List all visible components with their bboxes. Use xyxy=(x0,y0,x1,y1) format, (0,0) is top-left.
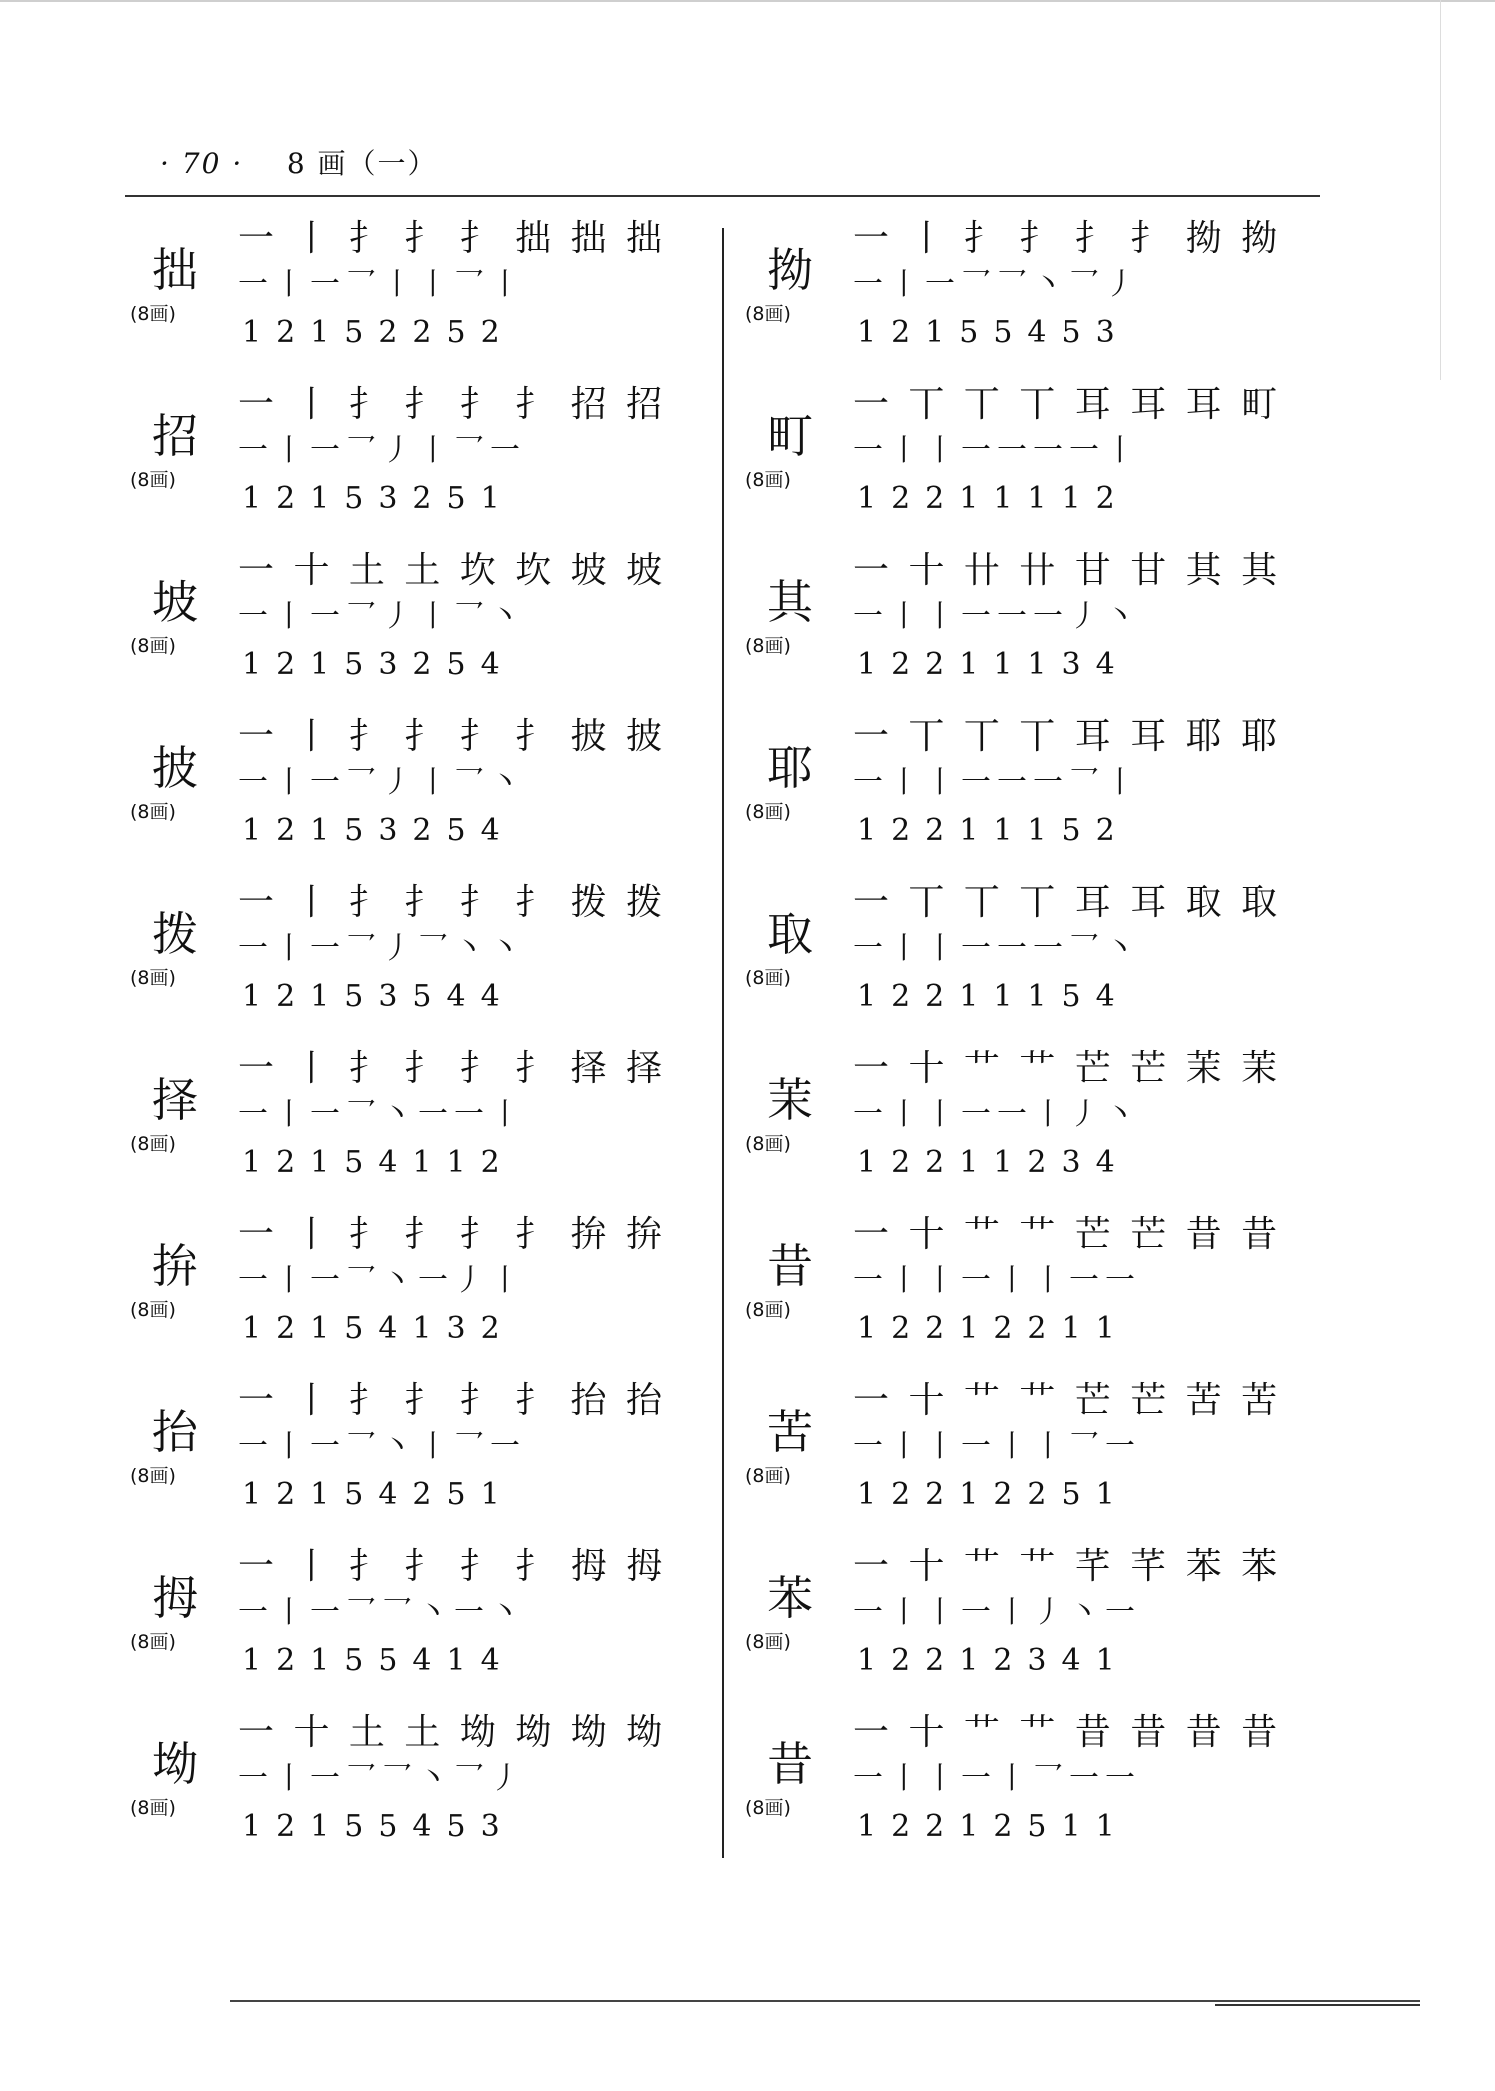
stroke-shapes: 一丨一乛乛丶乛丿 xyxy=(853,267,1141,302)
headword: 町 xyxy=(767,409,813,463)
stroke-codes: 12211154 xyxy=(857,979,1130,1014)
char-entry xyxy=(130,215,770,381)
headword: 拗 xyxy=(767,243,813,297)
stroke-sequence: 一 十 艹 艹 芒 芒 苦 苦 xyxy=(853,1380,1282,1421)
headword: 取 xyxy=(767,907,813,961)
stroke-codes: 12154251 xyxy=(242,1477,515,1512)
stroke-count: (8画) xyxy=(745,801,791,823)
stroke-codes: 12153251 xyxy=(242,481,515,516)
headword: 坳 xyxy=(152,1737,198,1791)
stroke-count: (8画) xyxy=(745,1133,791,1155)
stroke-shapes: 一丨丨一丨丨一一 xyxy=(853,1263,1141,1298)
stroke-sequence: 一 丨 扌 扌 扌 扌 择 择 xyxy=(238,1048,667,1089)
char-entry xyxy=(130,1377,770,1543)
stroke-shapes: 一丨丨一丨乛一一 xyxy=(853,1761,1141,1796)
stroke-shapes: 一丨丨一丨丨乛一 xyxy=(853,1429,1141,1464)
char-entry xyxy=(130,1045,770,1211)
column-divider xyxy=(722,228,724,1858)
stroke-codes: 12211234 xyxy=(857,1145,1130,1180)
char-entry xyxy=(745,1543,1385,1709)
stroke-codes: 12155453 xyxy=(857,315,1130,350)
stroke-shapes: 一丨一乛丶一一丨 xyxy=(238,1097,526,1132)
char-entry xyxy=(130,1211,770,1377)
stroke-sequence: 一 丨 扌 扌 扌 扌 披 披 xyxy=(238,716,667,757)
stroke-count: (8画) xyxy=(130,1465,176,1487)
stroke-count: (8画) xyxy=(130,635,176,657)
scan-top-edge xyxy=(0,0,1495,2)
stroke-count: (8画) xyxy=(130,1797,176,1819)
char-entry xyxy=(130,1543,770,1709)
footer-rule-accent xyxy=(1215,2004,1420,2006)
headword: 苯 xyxy=(767,1571,813,1625)
stroke-shapes: 一丨丨一一一一丨 xyxy=(853,433,1141,468)
scan-edge-mark xyxy=(1440,0,1441,380)
headword: 其 xyxy=(767,575,813,629)
headword: 茉 xyxy=(767,1073,813,1127)
stroke-shapes: 一丨丨一一丨丿丶 xyxy=(853,1097,1141,1132)
stroke-codes: 12152252 xyxy=(242,315,515,350)
stroke-sequence: 一 丨 扌 扌 扌 扌 拚 拚 xyxy=(238,1214,667,1255)
stroke-codes: 12211112 xyxy=(857,481,1130,516)
stroke-codes: 12212251 xyxy=(857,1477,1130,1512)
stroke-shapes: 一丨一乛丿丨乛丶 xyxy=(238,765,526,800)
stroke-count: (8画) xyxy=(130,1133,176,1155)
stroke-codes: 12153254 xyxy=(242,647,515,682)
headword: 坡 xyxy=(152,575,198,629)
stroke-sequence: 一 十 土 土 坳 坳 坳 坳 xyxy=(238,1712,667,1753)
stroke-codes: 12211152 xyxy=(857,813,1130,848)
char-entry xyxy=(745,713,1385,879)
stroke-sequence: 一 丨 扌 扌 扌 扌 拇 拇 xyxy=(238,1546,667,1587)
left-column xyxy=(130,215,770,1875)
char-entry xyxy=(745,1211,1385,1377)
stroke-sequence: 一 十 艹 艹 芒 芒 茉 茉 xyxy=(853,1048,1282,1089)
stroke-shapes: 一丨一乛丿乛丶丶 xyxy=(238,931,526,966)
stroke-shapes: 一丨丨一丨丿丶一 xyxy=(853,1595,1141,1630)
stroke-shapes: 一丨一乛丿丨乛一 xyxy=(238,433,526,468)
stroke-sequence: 一 丨 扌 扌 扌 扌 招 招 xyxy=(238,384,667,425)
stroke-sequence: 一 丨 扌 扌 扌 扌 拗 拗 xyxy=(853,218,1282,259)
stroke-codes: 12153544 xyxy=(242,979,515,1014)
stroke-count: (8画) xyxy=(745,1299,791,1321)
stroke-sequence: 一 十 艹 艹 昔 昔 昔 昔 xyxy=(853,1712,1282,1753)
char-entry xyxy=(745,215,1385,381)
stroke-sequence: 一 丨 扌 扌 扌 扌 拨 拨 xyxy=(238,882,667,923)
stroke-sequence: 一 丨 扌 扌 扌 扌 抬 抬 xyxy=(238,1380,667,1421)
stroke-count: (8画) xyxy=(745,967,791,989)
stroke-count: (8画) xyxy=(745,469,791,491)
char-entry xyxy=(745,879,1385,1045)
stroke-shapes: 一丨丨一一一乛丶 xyxy=(853,931,1141,966)
char-entry xyxy=(130,547,770,713)
stroke-shapes: 一丨一乛丨丨乛丨 xyxy=(238,267,526,302)
char-entry xyxy=(130,381,770,547)
headword: 拇 xyxy=(152,1571,198,1625)
right-column xyxy=(745,215,1385,1875)
headword: 抬 xyxy=(152,1405,198,1459)
headword: 拚 xyxy=(152,1239,198,1293)
headword: 耶 xyxy=(767,741,813,795)
headword: 招 xyxy=(152,409,198,463)
char-entry xyxy=(130,879,770,1045)
stroke-shapes: 一丨丨一一一丿丶 xyxy=(853,599,1141,634)
char-entry xyxy=(745,381,1385,547)
stroke-codes: 12212511 xyxy=(857,1809,1130,1844)
stroke-count: (8画) xyxy=(745,1797,791,1819)
stroke-count: (8画) xyxy=(130,1299,176,1321)
stroke-codes: 12212341 xyxy=(857,1643,1130,1678)
stroke-shapes: 一丨一乛丿丨乛丶 xyxy=(238,599,526,634)
stroke-count: (8画) xyxy=(130,469,176,491)
stroke-count: (8画) xyxy=(745,635,791,657)
headword: 昔 xyxy=(767,1239,813,1293)
stroke-count: (8画) xyxy=(130,303,176,325)
headword: 苦 xyxy=(767,1405,813,1459)
stroke-shapes: 一丨一乛乛丶一丶 xyxy=(238,1595,526,1630)
stroke-sequence: 一 丨 扌 扌 扌 拙 拙 拙 xyxy=(238,218,667,259)
stroke-count: (8画) xyxy=(130,1631,176,1653)
stroke-shapes: 一丨丨一一一乛丨 xyxy=(853,765,1141,800)
char-entry xyxy=(745,1709,1385,1875)
stroke-codes: 12211134 xyxy=(857,647,1130,682)
page-number: · 70 · xyxy=(160,147,244,180)
char-entry xyxy=(130,713,770,879)
stroke-count: (8画) xyxy=(745,1465,791,1487)
char-entry xyxy=(745,1045,1385,1211)
header-rule xyxy=(125,195,1320,197)
stroke-codes: 12155453 xyxy=(242,1809,515,1844)
stroke-sequence: 一 十 艹 艹 芒 芒 昔 昔 xyxy=(853,1214,1282,1255)
stroke-codes: 12155414 xyxy=(242,1643,515,1678)
stroke-shapes: 一丨一乛丶丨乛一 xyxy=(238,1429,526,1464)
stroke-shapes: 一丨一乛丶一丿丨 xyxy=(238,1263,526,1298)
headword: 拙 xyxy=(152,243,198,297)
stroke-codes: 12154132 xyxy=(242,1311,515,1346)
stroke-sequence: 一 十 艹 艹 芊 芊 苯 苯 xyxy=(853,1546,1282,1587)
headword: 择 xyxy=(152,1073,198,1127)
headword: 昔 xyxy=(767,1737,813,1791)
stroke-sequence: 一 丅 丅 丅 耳 耳 耳 町 xyxy=(853,384,1282,425)
char-entry xyxy=(745,547,1385,713)
stroke-codes: 12153254 xyxy=(242,813,515,848)
headword: 拨 xyxy=(152,907,198,961)
stroke-sequence: 一 丅 丅 丅 耳 耳 耶 耶 xyxy=(853,716,1282,757)
section-title: 8 画（一） xyxy=(286,147,438,180)
stroke-shapes: 一丨一乛乛丶乛丿 xyxy=(238,1761,526,1796)
stroke-count: (8画) xyxy=(745,303,791,325)
char-entry xyxy=(130,1709,770,1875)
stroke-sequence: 一 丅 丅 丅 耳 耳 取 取 xyxy=(853,882,1282,923)
stroke-count: (8画) xyxy=(745,1631,791,1653)
stroke-sequence: 一 十 土 土 坎 坎 坡 坡 xyxy=(238,550,667,591)
page-header xyxy=(160,142,438,182)
stroke-count: (8画) xyxy=(130,801,176,823)
stroke-count: (8画) xyxy=(130,967,176,989)
headword: 披 xyxy=(152,741,198,795)
footer-rule xyxy=(230,2000,1420,2002)
char-entry xyxy=(745,1377,1385,1543)
stroke-codes: 12212211 xyxy=(857,1311,1130,1346)
stroke-sequence: 一 十 卄 卄 甘 甘 其 其 xyxy=(853,550,1282,591)
stroke-codes: 12154112 xyxy=(242,1145,515,1180)
